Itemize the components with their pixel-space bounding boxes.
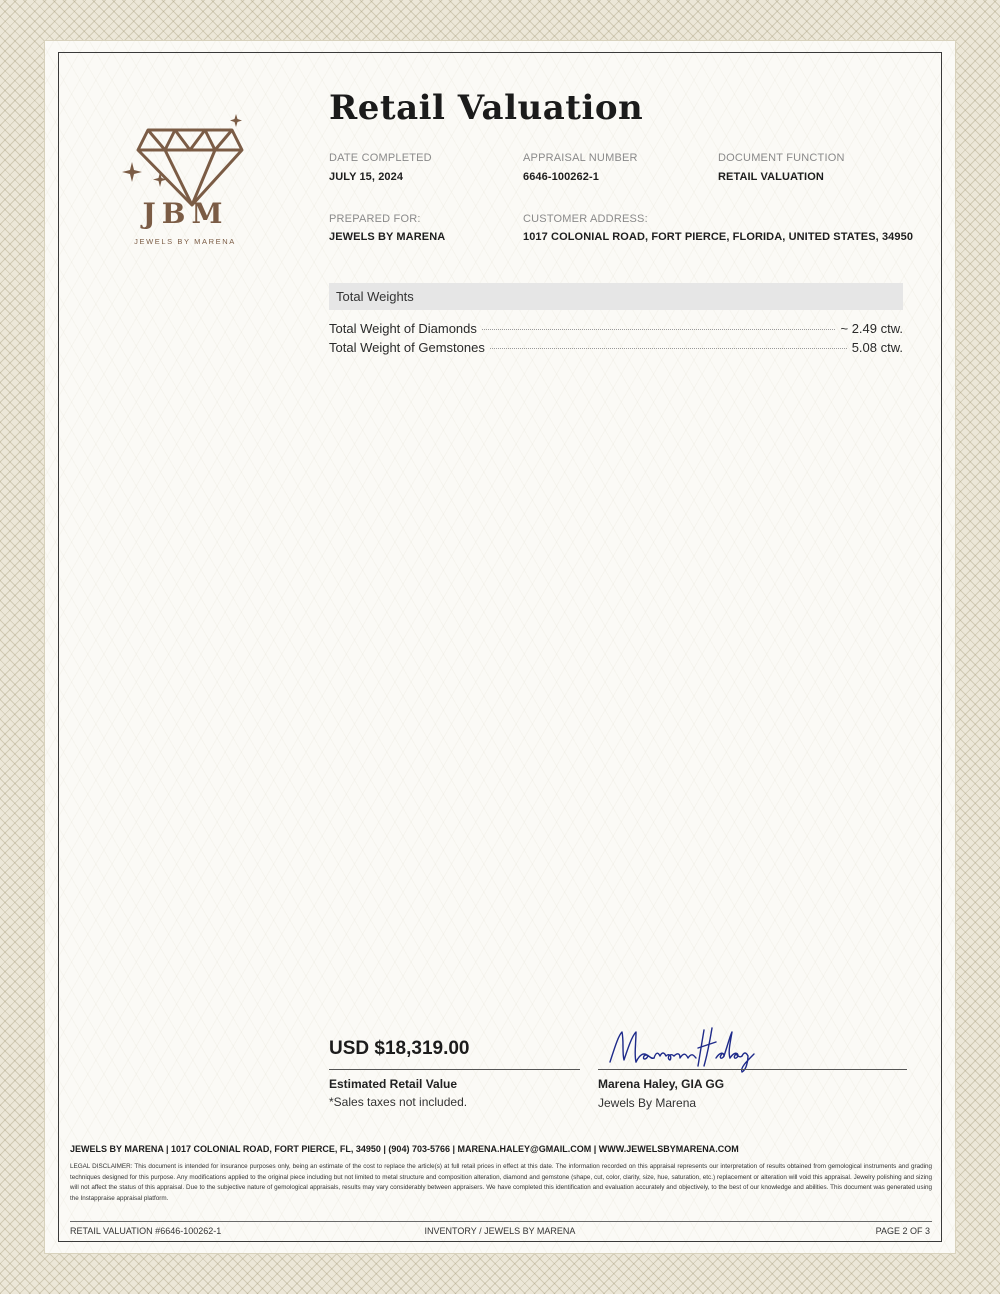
weight-row-value: ~ 2.49 ctw. [840, 321, 903, 336]
signatory-company: Jewels By Marena [598, 1096, 697, 1110]
page-title: Retail Valuation [329, 88, 644, 128]
appraisal-number-label: APPRAISAL NUMBER [523, 152, 638, 164]
prepared-for-label: PREPARED FOR: [329, 213, 421, 225]
total-weights-header: Total Weights [329, 283, 903, 310]
logo-text: JBM [142, 197, 229, 230]
prepared-for-value: JEWELS BY MARENA [329, 231, 446, 243]
date-completed-value: JULY 15, 2024 [329, 171, 404, 183]
handwritten-signature [600, 1022, 760, 1074]
dot-leader [490, 348, 847, 349]
customer-address-label: CUSTOMER ADDRESS: [523, 213, 648, 225]
tax-note: *Sales taxes not included. [329, 1095, 468, 1109]
signature-line [598, 1069, 907, 1070]
document-function-label: DOCUMENT FUNCTION [718, 152, 845, 164]
estimated-value-amount: USD $18,319.00 [329, 1038, 470, 1059]
weight-row-label: Total Weight of Diamonds [329, 321, 477, 336]
document-function-value: RETAIL VALUATION [718, 171, 824, 183]
footer-document-id: RETAIL VALUATION #6646-100262-1 [70, 1226, 222, 1236]
weight-row-value: 5.08 ctw. [851, 340, 903, 355]
footer-inventory: INVENTORY / JEWELS BY MARENA [424, 1226, 576, 1236]
estimated-value-label: Estimated Retail Value [329, 1077, 458, 1091]
legal-disclaimer: LEGAL DISCLAIMER: This document is intended for insurance purposes only, being an estimate of the cost to replace the article(s) at full retail prices in effect at this date. The information recorded on this appraisal represents our interpretation of results obtained from gemological instruments and grading techniques designed for this purpose. Any modifications applied to the original piece including but not limited to metal structure and composition alteration, diamond and gemstone (shape, cut, color, clarity, size, hue, saturation, etc.) replacement or alteration will void this appraisal. Jewelry polishing and sizing will not affect the status of this appraisal. Due to the subjective nature of gemological appraisals, results may vary considerably between appraisers. We have completed this identification and evaluation accurately and objectively, to the best of our knowledge and abilities. This document was generated using the Instappraise appraisal platform. [70, 1163, 932, 1202]
footer-contact: JEWELS BY MARENA | 1017 COLONIAL ROAD, FORT PIERCE, FL, 34950 | (904) 703-5766 | MARENA.HALEY@GMAIL.COM | WWW.JEWELSBYMARENA.COM [70, 1144, 739, 1154]
footer-divider [70, 1221, 932, 1222]
page-number: PAGE 2 OF 3 [875, 1226, 930, 1236]
weight-row-gemstones [329, 340, 903, 355]
date-completed-label: DATE COMPLETED [329, 152, 432, 164]
weight-row-diamonds [329, 321, 903, 336]
signatory-name: Marena Haley, GIA GG [598, 1077, 725, 1091]
appraisal-number-value: 6646-100262-1 [523, 171, 599, 183]
value-underline [329, 1069, 580, 1070]
weight-row-label: Total Weight of Gemstones [329, 340, 485, 355]
customer-address-value: 1017 COLONIAL ROAD, FORT PIERCE, FLORIDA, UNITED STATES, 34950 [523, 231, 914, 243]
logo-subtext: JEWELS BY MARENA [134, 237, 236, 246]
dot-leader [482, 329, 836, 330]
